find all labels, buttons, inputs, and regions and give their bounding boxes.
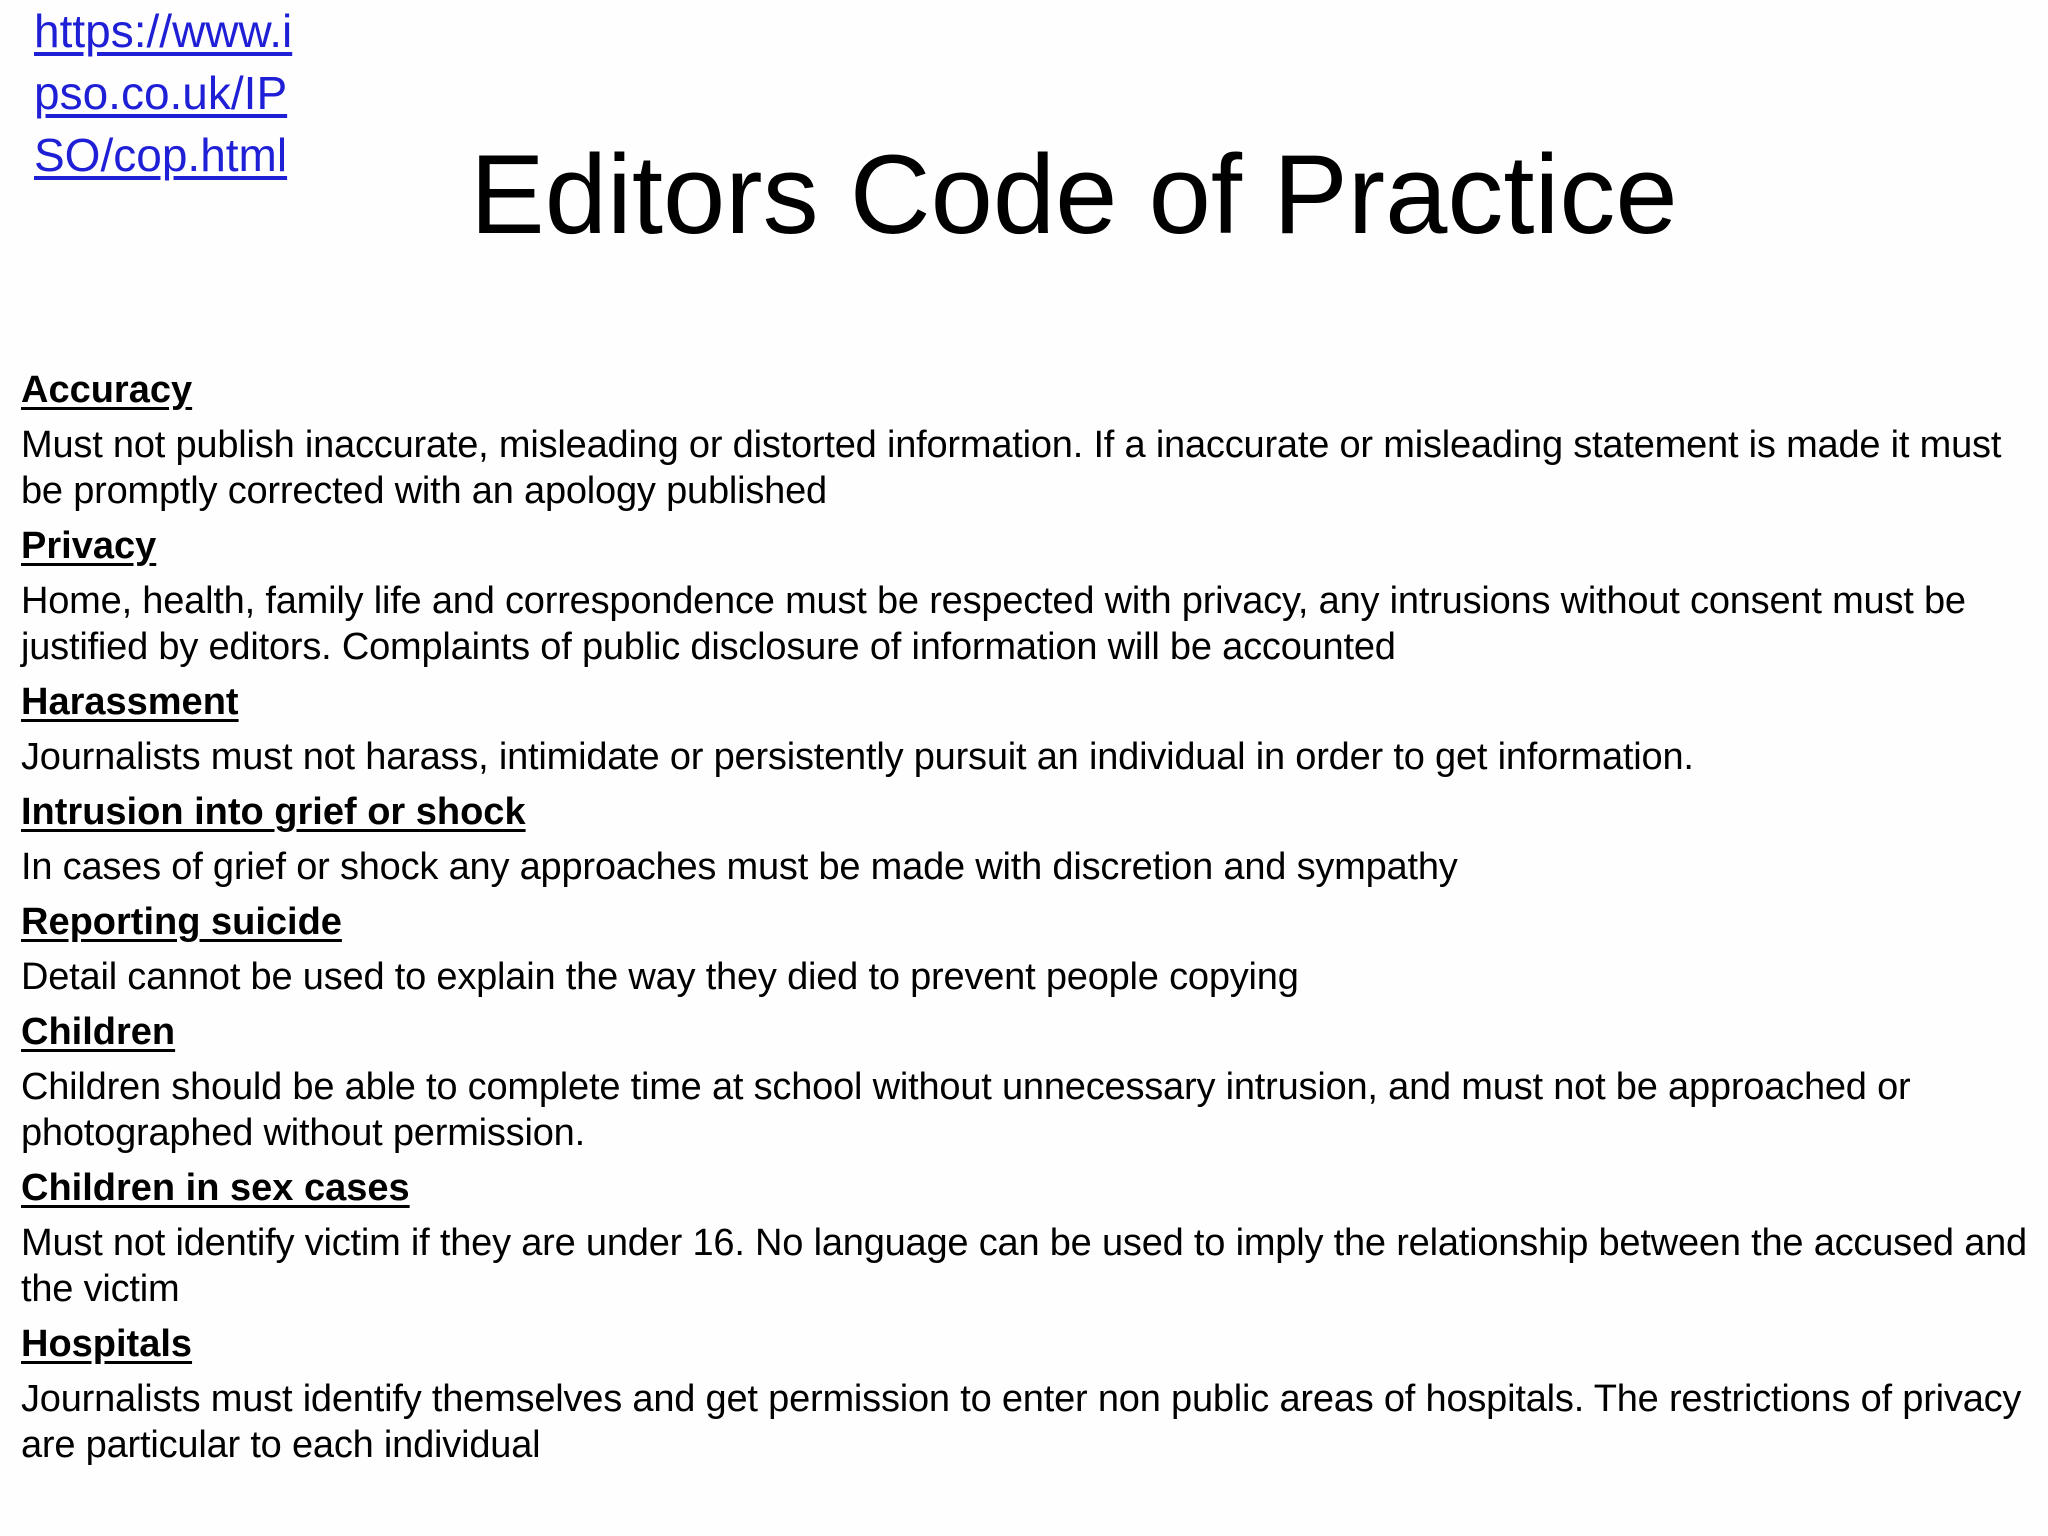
section-intrusion-grief-shock bbox=[21, 788, 2031, 890]
section-body: Home, health, family life and correspondence must be respected with privacy, any intrusions without consent must be justified by editors. Complaints of public disclosure of information will be accounted bbox=[21, 580, 1966, 668]
section-body: Must not publish inaccurate, misleading or distorted information. If a inaccurate or misleading statement is made it must be promptly corrected with an apology published bbox=[21, 424, 2002, 512]
section-children-sex-cases bbox=[21, 1164, 2031, 1312]
section-heading: Accuracy bbox=[21, 369, 193, 411]
section-children bbox=[21, 1008, 2031, 1156]
section-accuracy bbox=[21, 366, 2031, 514]
section-body: Journalists must identify themselves and get permission to enter non public areas of hospitals. The restrictions of privacy are particular to each individual bbox=[21, 1378, 2022, 1466]
section-heading: Hospitals bbox=[21, 1323, 193, 1365]
slide-title: Editors Code of Practice bbox=[470, 132, 1678, 257]
section-body: Detail cannot be used to explain the way they died to prevent people copying bbox=[21, 956, 1299, 998]
section-heading: Intrusion into grief or shock bbox=[21, 791, 526, 833]
section-heading: Children bbox=[21, 1011, 176, 1053]
section-body: Children should be able to complete time at school without unnecessary intrusion, and must not be approached or photographed without permission. bbox=[21, 1066, 1911, 1154]
code-sections bbox=[21, 366, 2031, 1476]
section-reporting-suicide bbox=[21, 898, 2031, 1000]
section-body: Must not identify victim if they are under 16. No language can be used to imply the relationship between the accused and the victim bbox=[21, 1222, 2027, 1310]
section-heading: Reporting suicide bbox=[21, 901, 342, 943]
section-privacy bbox=[21, 522, 2031, 670]
section-heading: Harassment bbox=[21, 681, 239, 723]
section-heading: Privacy bbox=[21, 525, 157, 567]
ipso-code-link[interactable]: https://www.ipso.co.uk/IPSO/cop.html bbox=[34, 5, 293, 181]
section-heading: Children in sex cases bbox=[21, 1167, 410, 1209]
section-harassment bbox=[21, 678, 2031, 780]
section-body: In cases of grief or shock any approaches must be made with discretion and sympathy bbox=[21, 846, 1458, 888]
section-hospitals bbox=[21, 1320, 2031, 1468]
section-body: Journalists must not harass, intimidate or persistently pursuit an individual in order to get information. bbox=[21, 736, 1694, 778]
